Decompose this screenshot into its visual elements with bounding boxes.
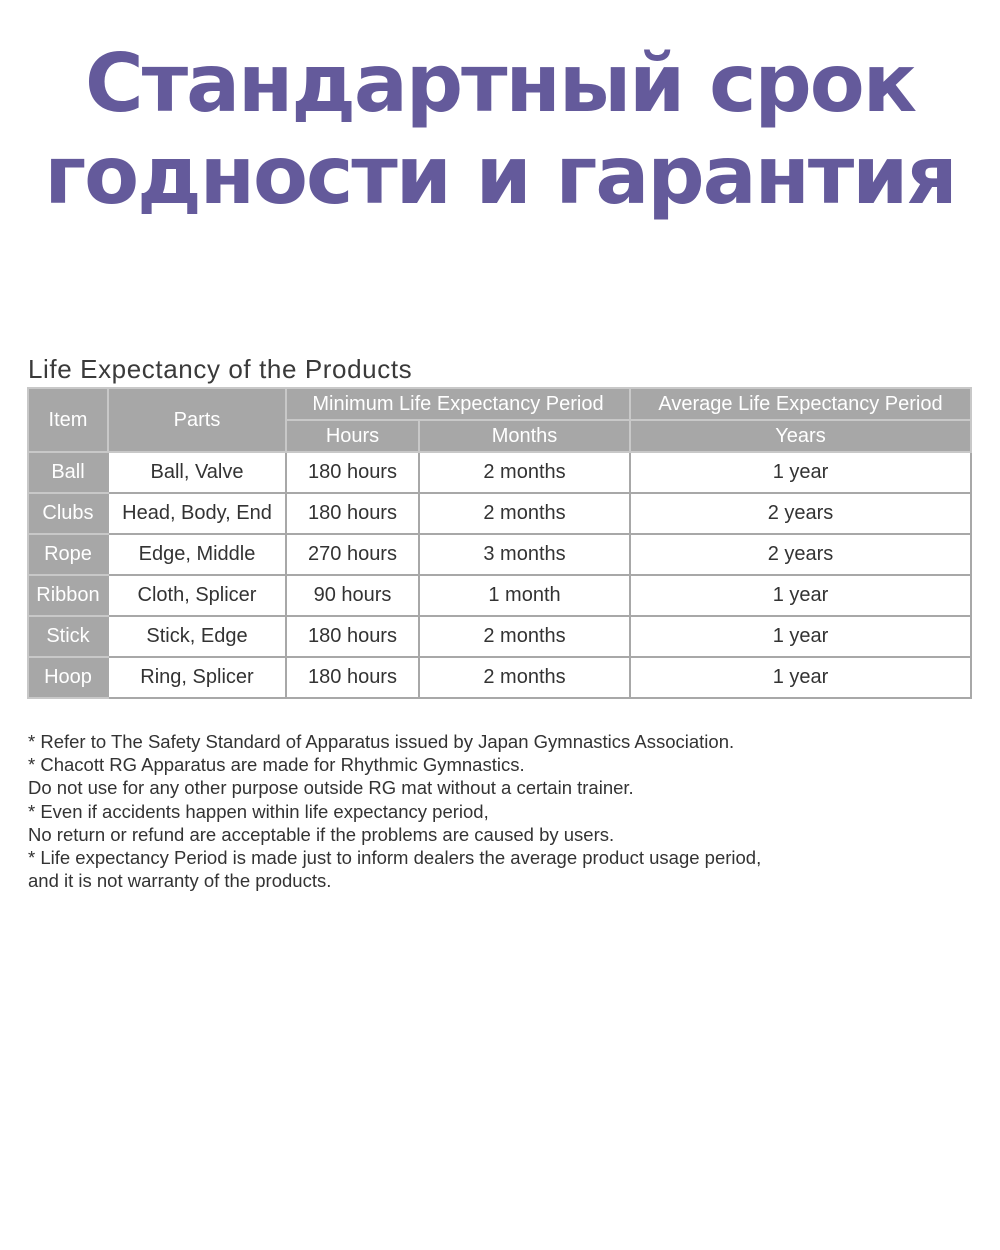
cell-hours: 180 hours	[286, 493, 419, 534]
cell-months: 3 months	[419, 534, 630, 575]
cell-parts: Stick, Edge	[108, 616, 286, 657]
footnote-line: No return or refund are acceptable if the problems are caused by users.	[28, 823, 615, 845]
header-item: Item	[28, 388, 108, 452]
cell-months: 2 months	[419, 493, 630, 534]
header-parts: Parts	[108, 388, 286, 452]
cell-hours: 180 hours	[286, 452, 419, 493]
header-months: Months	[419, 420, 630, 452]
cell-months: 2 months	[419, 616, 630, 657]
table-row	[28, 575, 971, 616]
table-caption: Life Expectancy of the Products	[28, 354, 413, 384]
footnote-line: Do not use for any other purpose outside RG mat without a certain trainer.	[28, 777, 634, 799]
cell-item: Clubs	[28, 493, 108, 534]
cell-years: 1 year	[630, 616, 971, 657]
cell-years: 1 year	[630, 452, 971, 493]
cell-hours: 90 hours	[286, 575, 419, 616]
table-row	[28, 534, 971, 575]
table-row	[28, 657, 971, 698]
page-title-line-2: годности и гарантия	[44, 129, 956, 222]
cell-parts: Ring, Splicer	[108, 657, 286, 698]
cell-parts: Cloth, Splicer	[108, 575, 286, 616]
life-expectancy-table	[27, 387, 972, 699]
cell-item: Ribbon	[28, 575, 108, 616]
header-hours: Hours	[286, 420, 419, 452]
cell-years: 2 years	[630, 534, 971, 575]
table-row	[28, 452, 971, 493]
table-row	[28, 616, 971, 657]
cell-hours: 180 hours	[286, 616, 419, 657]
cell-item: Hoop	[28, 657, 108, 698]
cell-months: 2 months	[419, 657, 630, 698]
cell-years: 1 year	[630, 657, 971, 698]
footnote-line: * Refer to The Safety Standard of Apparatus issued by Japan Gymnastics Association.	[28, 731, 735, 752]
header-min-period: Minimum Life Expectancy Period	[286, 388, 630, 420]
cell-parts: Head, Body, End	[108, 493, 286, 534]
cell-parts: Ball, Valve	[108, 452, 286, 493]
cell-hours: 270 hours	[286, 534, 419, 575]
cell-months: 1 month	[419, 575, 630, 616]
cell-months: 2 months	[419, 452, 630, 493]
header-avg-period: Average Life Expectancy Period	[630, 388, 971, 420]
cell-years: 1 year	[630, 575, 971, 616]
footnotes	[28, 730, 968, 892]
cell-years: 2 years	[630, 493, 971, 534]
footnote-line: * Life expectancy Period is made just to inform dealers the average product usage period,	[28, 847, 762, 869]
cell-item: Rope	[28, 534, 108, 575]
cell-hours: 180 hours	[286, 657, 419, 698]
cell-item: Stick	[28, 616, 108, 657]
page-title-line-1: Стандартный срок	[84, 37, 916, 130]
header-years: Years	[630, 420, 971, 452]
cell-parts: Edge, Middle	[108, 534, 286, 575]
table-row	[28, 493, 971, 534]
footnote-line: and it is not warranty of the products.	[28, 870, 332, 892]
footnote-line: * Chacott RG Apparatus are made for Rhythmic Gymnastics.	[28, 754, 525, 776]
footnote-line: * Even if accidents happen within life expectancy period,	[28, 800, 489, 822]
page-title	[0, 38, 1000, 222]
table-header-row	[28, 388, 971, 420]
cell-item: Ball	[28, 452, 108, 493]
